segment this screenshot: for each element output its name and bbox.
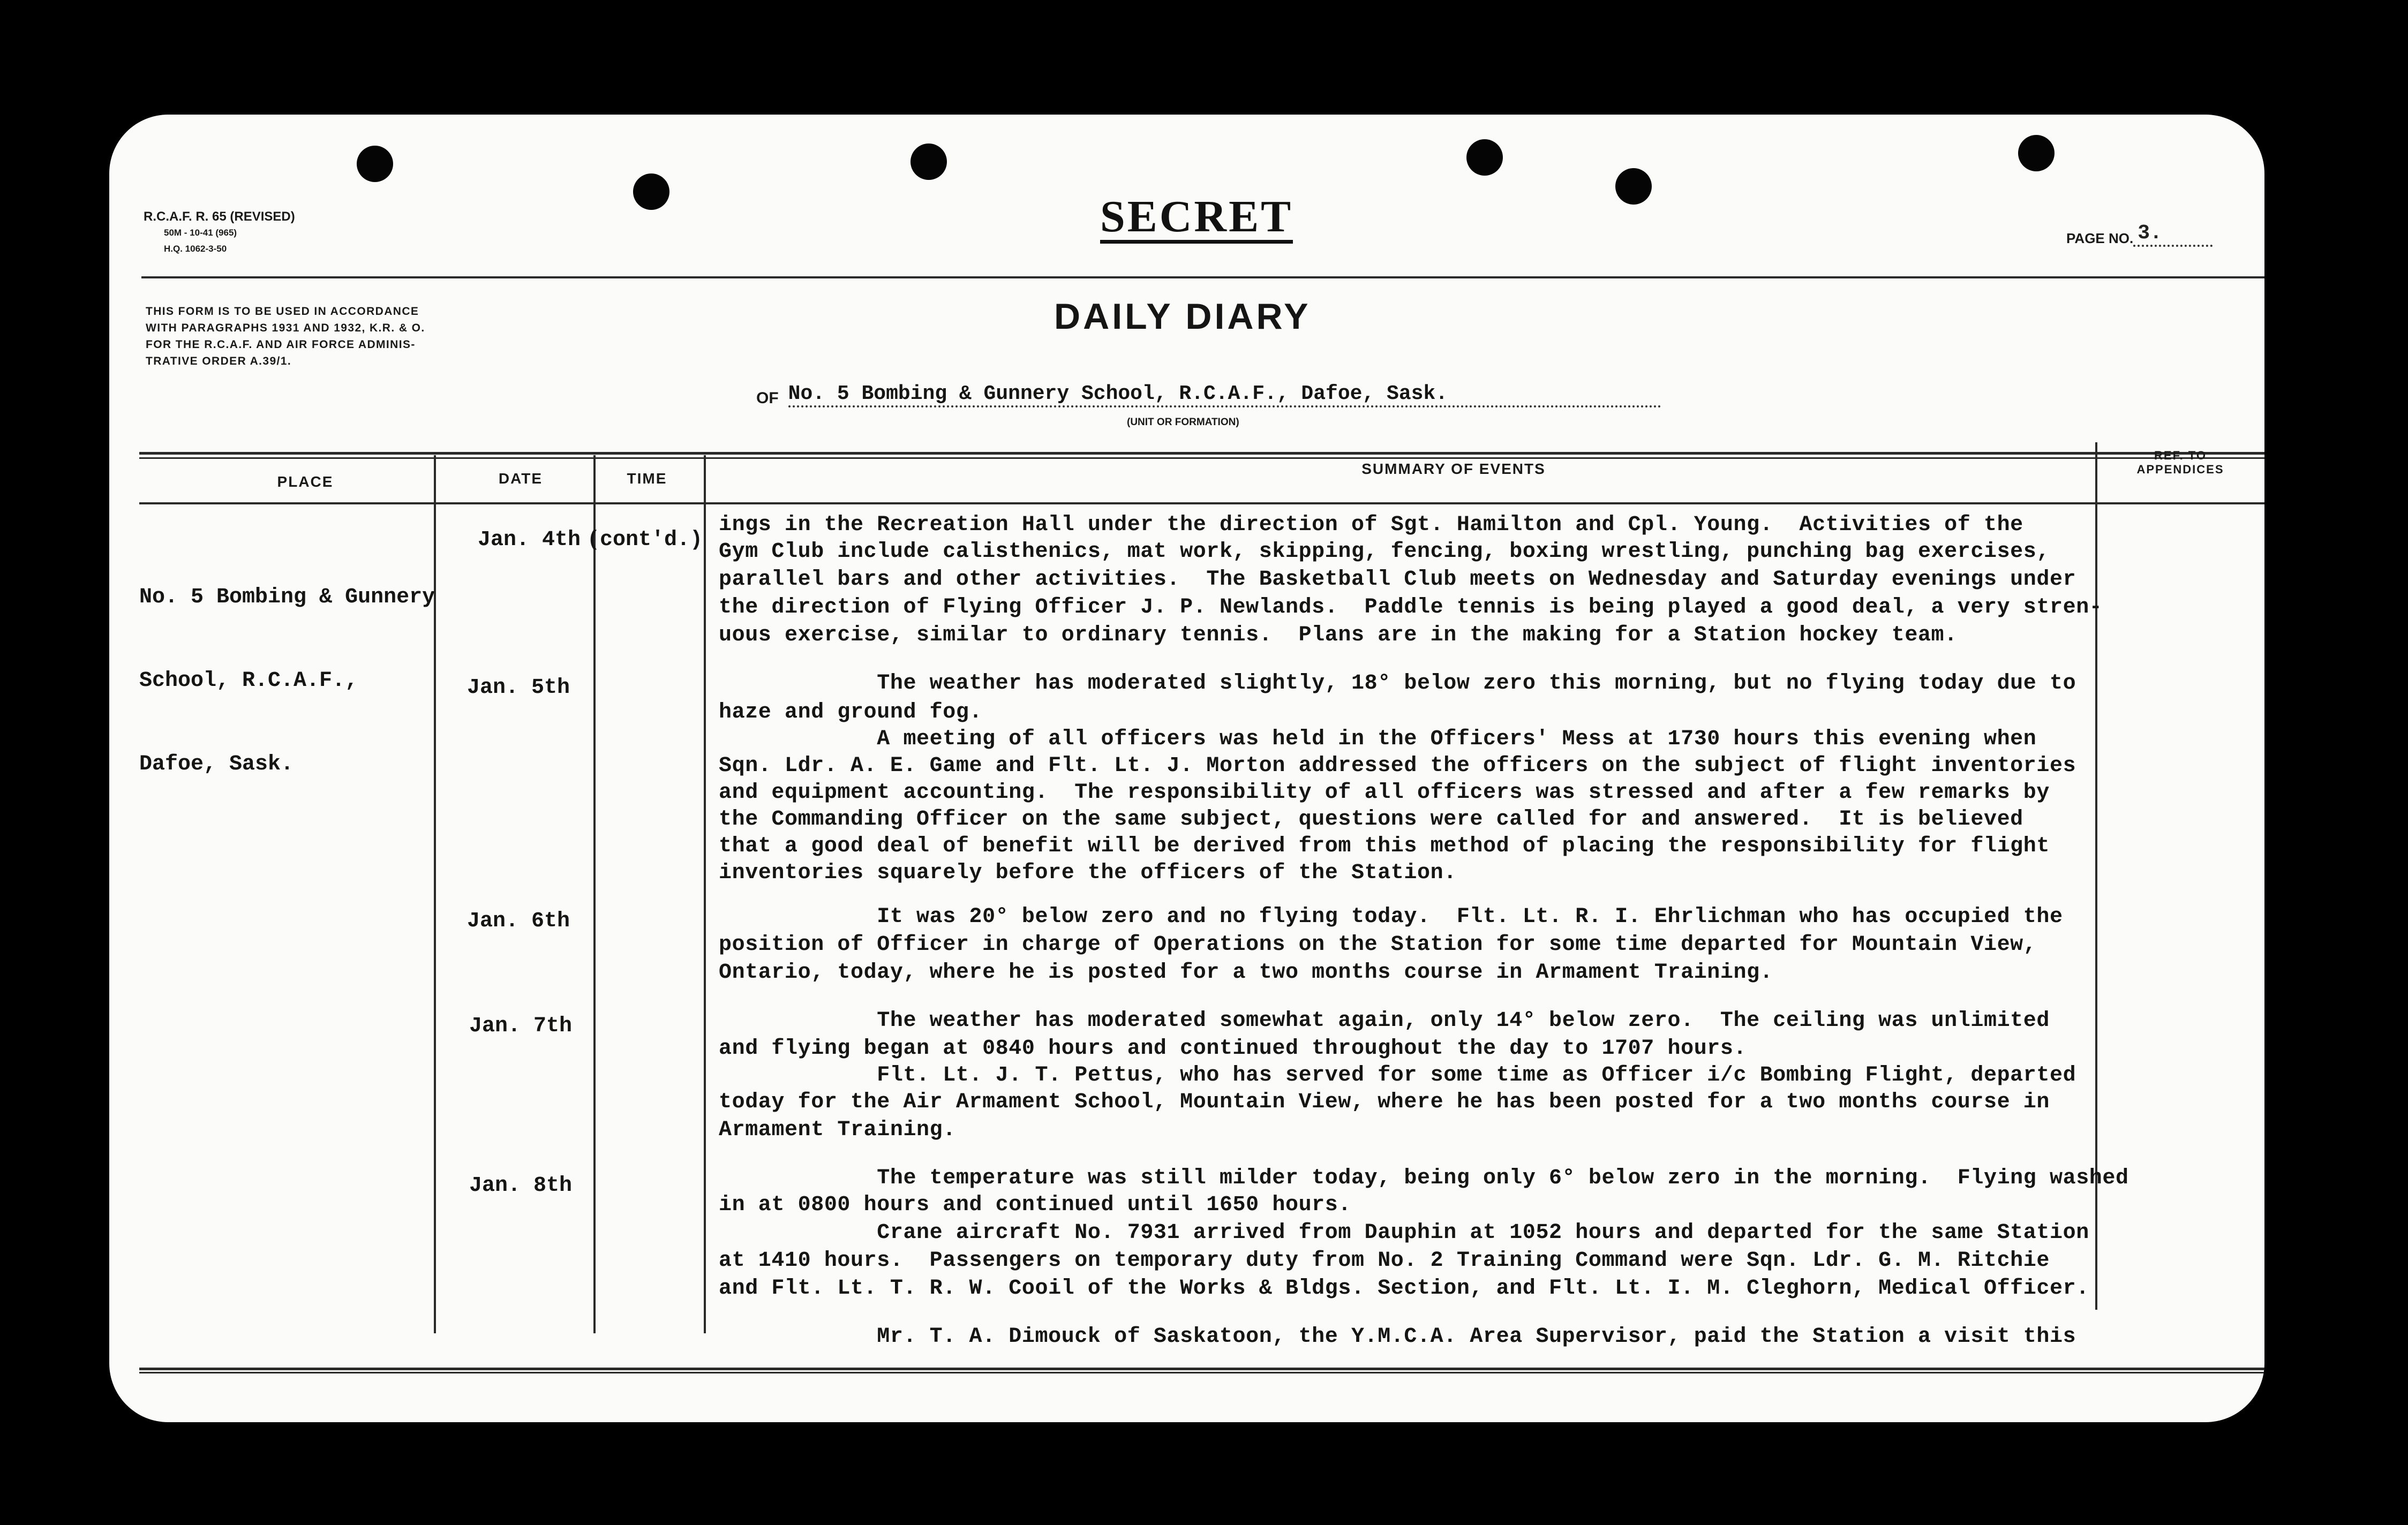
summary-line: the direction of Flying Officer J. P. Newlands. Paddle tennis is being played a good deal, a very stren-	[719, 595, 2103, 620]
date-entry: Jan. 7th	[469, 1014, 573, 1038]
date-entry: Jan. 5th	[467, 676, 570, 700]
summary-line: The weather has moderated somewhat again, only 14° below zero. The ceiling was unlimited	[719, 1009, 2050, 1033]
page-number-value: 3.	[2133, 222, 2213, 247]
place-line: No. 5 Bombing & Gunnery	[139, 585, 435, 609]
form-code-line: H.Q. 1062-3-50	[164, 244, 227, 254]
punch-hole	[1615, 168, 1652, 205]
column-header-summary: SUMMARY OF EVENTS	[1361, 460, 1546, 477]
form-code-line: R.C.A.F. R. 65 (REVISED)	[144, 209, 295, 224]
classification-stamp: SECRET	[1100, 194, 1293, 244]
summary-line: A meeting of all officers was held in the Officers' Mess at 1730 hours this evening when	[719, 727, 2037, 751]
summary-line: parallel bars and other activities. The Basketball Club meets on Wednesday and Saturday evenings under	[719, 568, 2076, 592]
summary-line: in at 0800 hours and continued until 1650 hours.	[719, 1193, 1351, 1217]
summary-line: Mr. T. A. Dimouck of Saskatoon, the Y.M.C.A. Area Supervisor, paid the Station a visit this	[719, 1325, 2076, 1349]
instruction-line: TRATIVE ORDER A.39/1.	[146, 355, 292, 367]
place-line: School, R.C.A.F.,	[139, 669, 358, 693]
summary-line: and flying began at 0840 hours and continued throughout the day to 1707 hours.	[719, 1037, 1747, 1061]
form-code	[144, 209, 295, 257]
summary-line: haze and ground fog.	[719, 700, 983, 724]
date-entry: Jan. 6th	[467, 909, 570, 933]
date-entry: Jan. 4th	[478, 528, 581, 552]
page-number-label: PAGE NO.	[2066, 230, 2134, 246]
summary-line: Flt. Lt. J. T. Pettus, who has served for some time as Officer i/c Bombing Flight, departed	[719, 1063, 2076, 1088]
table-header-rule	[139, 502, 2264, 504]
punch-hole	[2018, 135, 2055, 171]
table-top-rule	[139, 452, 2264, 455]
diary-page	[109, 115, 2264, 1422]
summary-line: Crane aircraft No. 7931 arrived from Dauphin at 1052 hours and departed for the same Station	[719, 1221, 2089, 1245]
date-entry: Jan. 8th	[469, 1174, 573, 1198]
instruction-line: FOR THE R.C.A.F. AND AIR FORCE ADMINIS-	[146, 338, 416, 351]
ref-header-line: APPENDICES	[2136, 463, 2224, 476]
summary-line: position of Officer in charge of Operations on the Station for some time departed for Mountain View,	[719, 933, 2037, 957]
summary-line: Ontario, today, where he is posted for a two months course in Armament Training.	[719, 961, 1773, 985]
summary-line: Armament Training.	[719, 1118, 956, 1142]
place-line: Dafoe, Sask.	[139, 752, 294, 776]
column-header-time: TIME	[627, 470, 667, 487]
punch-hole	[357, 146, 393, 182]
column-divider	[593, 455, 596, 1333]
place-entry	[139, 528, 435, 834]
page-number-field	[2066, 222, 2213, 247]
summary-line: It was 20° below zero and no flying today. Flt. Lt. R. I. Ehrlichman who has occupied the	[719, 905, 2063, 929]
column-divider	[704, 455, 706, 1333]
column-header-date: DATE	[498, 470, 543, 487]
summary-line: ings in the Recreation Hall under the direction of Sgt. Hamilton and Cpl. Young. Activities of the	[719, 513, 2023, 537]
summary-line: and equipment accounting. The responsibility of all officers was stressed and after a few remarks by	[719, 781, 2050, 805]
table-top-rule-2	[139, 457, 2264, 459]
instruction-line: WITH PARAGRAPHS 1931 AND 1932, K.R. & O.	[146, 322, 425, 334]
summary-line: today for the Air Armament School, Mountain View, where he has been posted for a two months course in	[719, 1090, 2050, 1114]
punch-hole	[1466, 139, 1503, 176]
summary-line: the Commanding Officer on the same subject, questions were called for and answered. It is believed	[719, 807, 2023, 832]
unit-caption: (UNIT OR FORMATION)	[1127, 417, 1239, 428]
summary-line: Sqn. Ldr. A. E. Game and Flt. Lt. J. Morton addressed the officers on the subject of flight inventories	[719, 754, 2076, 778]
summary-line: uous exercise, similar to ordinary tennis. Plans are in the making for a Station hockey team.	[719, 623, 1958, 647]
instruction-line: THIS FORM IS TO BE USED IN ACCORDANCE	[146, 305, 419, 318]
ref-header-line: REF. TO	[2154, 449, 2207, 462]
column-header-place: PLACE	[277, 473, 334, 490]
header-rule	[141, 276, 2264, 278]
summary-line: inventories squarely before the officers of the Station.	[719, 861, 1457, 885]
summary-line: at 1410 hours. Passengers on temporary duty from No. 2 Training Command were Sqn. Ldr. G. M. Ritchie	[719, 1249, 2050, 1273]
summary-line: and Flt. Lt. T. R. W. Cooil of the Works & Bldgs. Section, and Flt. Lt. I. M. Cleghorn, Medical Officer.	[719, 1277, 2089, 1301]
summary-line: Gym Club include calisthenics, mat work, skipping, fencing, boxing wrestling, punching bag exercises,	[719, 540, 2050, 564]
table-bottom-rule	[139, 1368, 2264, 1370]
time-entry: (cont'd.)	[587, 528, 703, 552]
summary-line: that a good deal of benefit will be derived from this method of placing the responsibility for flight	[719, 834, 2050, 858]
form-instructions	[146, 303, 425, 369]
punch-hole	[910, 144, 947, 180]
form-title: DAILY DIARY	[1054, 296, 1311, 337]
unit-name: No. 5 Bombing & Gunnery School, R.C.A.F., Dafoe, Sask.	[788, 382, 1661, 407]
table-bottom-rule-2	[139, 1372, 2264, 1373]
unit-field	[756, 382, 1661, 407]
column-header-ref	[2096, 449, 2264, 477]
form-code-line: 50M - 10-41 (965)	[164, 228, 237, 238]
summary-line: The temperature was still milder today, being only 6° below zero in the morning. Flying washed	[719, 1166, 2129, 1190]
punch-hole	[633, 173, 669, 210]
unit-of-label: OF	[756, 389, 779, 407]
summary-line: The weather has moderated slightly, 18° below zero this morning, but no flying today due to	[719, 671, 2076, 696]
